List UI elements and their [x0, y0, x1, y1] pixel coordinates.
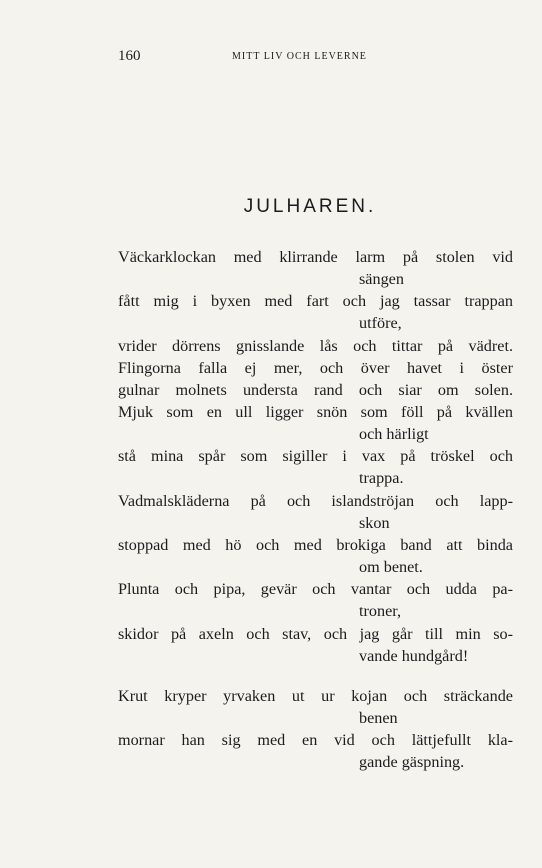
poem-line: vrider dörrens gnisslande lås och tittar på vädret.: [118, 337, 513, 355]
running-title: MITT LIV OCH LEVERNE: [232, 51, 367, 62]
page-number: 160: [118, 48, 141, 64]
poem-line: Plunta och pipa, gevär och vantar och udda pa-: [118, 580, 513, 598]
poem-line-continuation: om benet.: [359, 558, 423, 576]
poem-line-continuation: skon: [359, 514, 390, 532]
poem-line-continuation: benen: [359, 709, 398, 727]
poem-line: stoppad med hö och med brokiga band att binda: [118, 536, 513, 554]
poem-title: JULHAREN.: [243, 196, 377, 217]
poem-line-continuation: trappa.: [359, 469, 404, 487]
poem-line: Flingorna falla ej mer, och över havet i öster: [118, 359, 513, 377]
poem-line-continuation: sängen: [359, 270, 404, 288]
poem-line-continuation: utföre,: [359, 314, 402, 332]
poem-line: stå mina spår som sigiller i vax på tröskel och: [118, 447, 513, 465]
poem-line-continuation: troner,: [359, 602, 402, 620]
poem-line: mornar han sig med en vid och lättjefullt kla-: [118, 731, 513, 749]
poem-line-continuation: och härligt: [359, 425, 429, 443]
poem-line-continuation: gande gäspning.: [359, 753, 465, 771]
poem-line: gulnar molnets understa rand och siar om solen.: [118, 381, 513, 399]
poem-line: Krut kryper yrvaken ut ur kojan och sträckande: [118, 687, 513, 705]
poem-line: fått mig i byxen med fart och jag tassar trappan: [118, 292, 513, 310]
poem-line: skidor på axeln och stav, och jag går till min so-: [118, 625, 513, 643]
poem-line-continuation: vande hundgård!: [359, 647, 469, 665]
poem-line: Väckarklockan med klirrande larm på stolen vid: [118, 248, 513, 266]
poem-line: Mjuk som en ull ligger snön som föll på kvällen: [118, 403, 513, 421]
page-header: [118, 48, 398, 68]
poem-line: Vadmalskläderna på och islandströjan och lapp-: [118, 492, 513, 510]
